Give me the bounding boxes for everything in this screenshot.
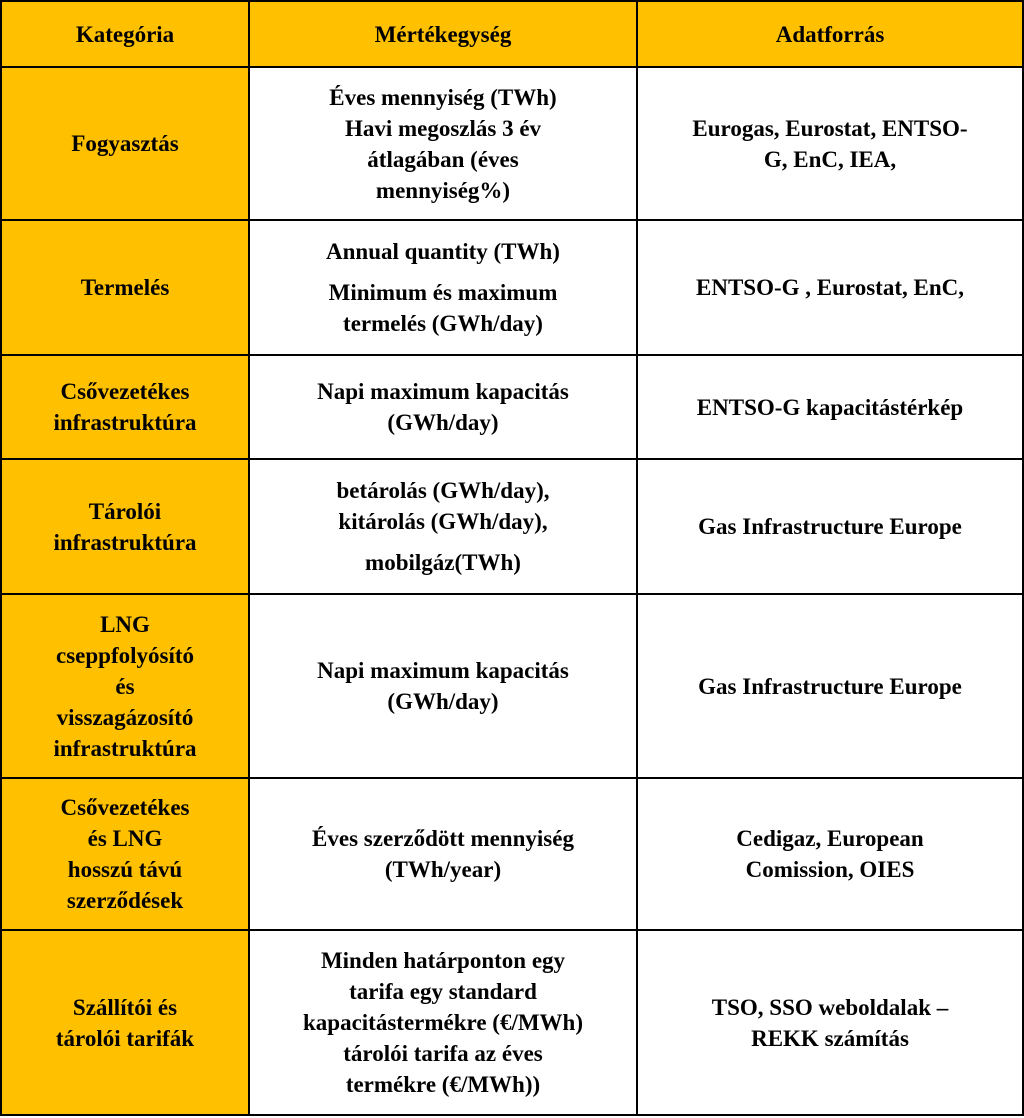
unit-text: termelés (GWh/day) [343, 311, 543, 336]
category-text: Tárolói [88, 498, 162, 524]
unit-text: (TWh/year) [384, 857, 502, 882]
unit-text: Napi maximum kapacitás [317, 658, 569, 683]
unit-text: mobilgáz(TWh) [365, 550, 521, 575]
table-row [1, 220, 1023, 355]
category-text: Fogyasztás [71, 131, 179, 156]
category-text: hosszú távú [67, 857, 183, 882]
source-text: REKK számítás [751, 1025, 909, 1051]
unit-text: Minimum és maximum [328, 280, 558, 305]
unit-text: Havi megoszlás 3 év [344, 115, 542, 141]
source-text: Gas Infrastructure Europe [698, 673, 962, 699]
table-row [1, 778, 1023, 930]
source-text: Gas Infrastructure Europe [698, 514, 962, 539]
category-text: Termelés [80, 275, 170, 300]
category-cell [1, 355, 249, 459]
table-row [1, 930, 1023, 1115]
unit-text: tárolói tarifa az éves [343, 1041, 543, 1066]
unit-text: (GWh/day) [387, 689, 499, 714]
source-cell [637, 220, 1023, 355]
unit-text: Napi maximum kapacitás [317, 379, 569, 404]
unit-cell [249, 67, 637, 220]
unit-text: (GWh/day) [387, 410, 499, 435]
source-cell [637, 930, 1023, 1115]
category-text: tárolói tarifák [55, 1025, 195, 1051]
category-text: infrastruktúra [53, 529, 197, 555]
unit-text: Annual quantity (TWh) [326, 239, 560, 264]
category-cell [1, 220, 249, 355]
category-text: infrastruktúra [53, 410, 197, 435]
source-text: G, EnC, IEA, [763, 146, 897, 172]
unit-text: átlagában (éves [367, 146, 519, 172]
source-text: Cedigaz, European [736, 826, 924, 851]
unit-cell [249, 220, 637, 355]
category-text: visszagázosító [56, 704, 194, 730]
category-text: és LNG [87, 826, 163, 851]
source-text: ENTSO-G , Eurostat, EnC, [696, 275, 964, 300]
source-cell [637, 67, 1023, 220]
unit-text: Éves mennyiség (TWh) [329, 84, 557, 110]
unit-text: Éves szerződött mennyiség [312, 826, 574, 851]
category-text: Csővezetékes [60, 795, 190, 820]
source-text: ENTSO-G kapacitástérkép [696, 394, 964, 420]
header-source: Adatforrás [637, 1, 1023, 67]
unit-text: kitárolás (GWh/day), [338, 509, 548, 534]
table-row [1, 355, 1023, 459]
category-cell [1, 778, 249, 930]
source-cell [637, 594, 1023, 778]
unit-text: betárolás (GWh/day), [336, 478, 550, 503]
source-cell [637, 778, 1023, 930]
category-text: Szállítói és [72, 994, 178, 1020]
source-cell [637, 355, 1023, 459]
source-text: TSO, SSO weboldalak – [711, 994, 949, 1020]
header-unit: Mértékegység [249, 1, 637, 67]
table-row [1, 67, 1023, 220]
source-text: Comission, OIES [745, 857, 915, 882]
unit-text: termékre (€/MWh)) [345, 1072, 541, 1097]
category-text: szerződések [66, 888, 184, 913]
unit-text: Minden határponton egy [320, 948, 566, 973]
source-cell [637, 459, 1023, 594]
table-row [1, 594, 1023, 778]
unit-text: tarifa egy standard [349, 979, 537, 1004]
category-cell [1, 930, 249, 1115]
unit-cell [249, 355, 637, 459]
unit-cell [249, 459, 637, 594]
category-cell [1, 459, 249, 594]
unit-cell [249, 930, 637, 1115]
category-cell [1, 67, 249, 220]
category-text: cseppfolyósító [56, 642, 194, 668]
unit-text: mennyiség%) [375, 177, 511, 203]
category-text: infrastruktúra [53, 735, 197, 761]
category-text: és [115, 673, 135, 699]
table-row [1, 459, 1023, 594]
header-row [1, 1, 1023, 67]
category-text: Csővezetékes [60, 379, 190, 404]
source-text: Eurogas, Eurostat, ENTSO- [692, 115, 968, 141]
category-text: LNG [100, 611, 150, 637]
unit-text: kapacitástermékre (€/MWh) [303, 1010, 583, 1035]
unit-cell [249, 778, 637, 930]
category-cell [1, 594, 249, 778]
unit-cell [249, 594, 637, 778]
header-category: Kategória [1, 1, 249, 67]
